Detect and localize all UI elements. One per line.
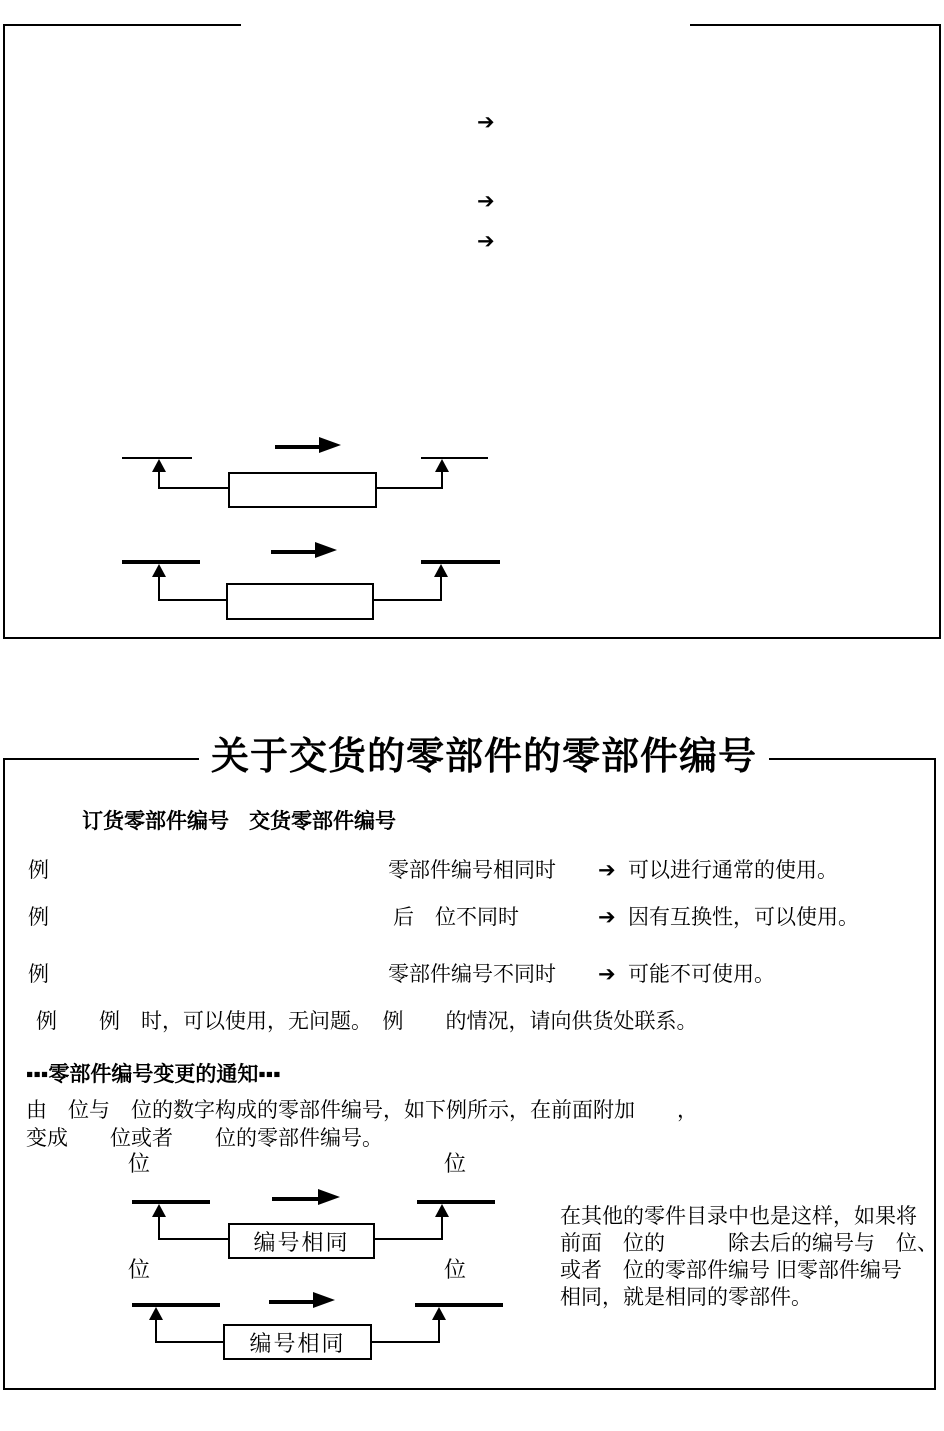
digits-label-new-upper: 位 [444, 1151, 467, 1176]
diagD-left-pointer-stem [155, 1318, 157, 1343]
diagA-label-box [228, 472, 377, 508]
diagB-right-pointer-icon [434, 564, 448, 577]
example-condition: 零部件编号不同时 [388, 963, 556, 986]
usage-summary-line: 例 例 时，可以使用，无问题。 例 的情况，请向供货处联系。 [36, 1010, 698, 1033]
diagC-change-arrow-shaft [272, 1197, 318, 1201]
diagC-same-number-box: 编号相同 [228, 1223, 375, 1259]
diagD-new-number-line [415, 1303, 503, 1307]
example-condition: 零部件编号相同时 [388, 859, 556, 882]
subheading [82, 809, 396, 834]
diagC-right-pointer-stem [441, 1215, 443, 1240]
diagA-right-pointer-icon [435, 459, 449, 472]
diagB-left-pointer-stem [158, 575, 160, 601]
digits-label-old-lower: 位 [128, 1257, 151, 1282]
diagA-new-number-line [421, 457, 488, 459]
diagB-right-pointer-stem [440, 575, 442, 601]
digits-label-new-lower: 位 [444, 1257, 467, 1282]
side-note [560, 1203, 940, 1311]
example-row-1 [0, 858, 944, 884]
arrow-right-icon: ➔ [477, 190, 495, 213]
digits-label-old-upper: 位 [128, 1151, 151, 1176]
diagD-change-arrow-head-icon [313, 1292, 335, 1308]
arrow-right-icon: ➔ [598, 906, 616, 929]
diagC-old-number-line [132, 1200, 210, 1204]
diagD-right-pointer-stem [438, 1318, 440, 1343]
example-result: 因有互换性，可以使用。 [628, 906, 859, 929]
diagB-change-arrow-head-icon [315, 542, 337, 558]
side-note-line: 或者 位的零部件编号 旧零部件编号 [560, 1259, 902, 1282]
diagD-old-number-line [132, 1303, 220, 1307]
arrow-right-icon: ➔ [598, 859, 616, 882]
diagD-right-connector [370, 1341, 440, 1343]
top-section-box [3, 24, 941, 639]
diagB-label-box [226, 583, 374, 620]
example-label: 例 [28, 859, 49, 882]
diagC-right-connector [373, 1238, 443, 1240]
diagC-new-number-line [417, 1200, 495, 1204]
diagA-right-connector [375, 487, 443, 489]
diagB-new-number-line [421, 560, 500, 564]
notice-heading: ▪▪▪零部件编号变更的通知▪▪▪ [26, 1063, 281, 1086]
side-note-line: 相同，就是相同的零部件。 [560, 1286, 812, 1309]
diagA-change-arrow-shaft [275, 445, 321, 449]
example-row-2 [0, 905, 944, 931]
diagC-change-arrow-head-icon [318, 1189, 340, 1205]
arrow-right-icon: ➔ [477, 111, 495, 134]
side-note-line: 在其他的零件目录中也是这样，如果将 [560, 1205, 917, 1228]
arrow-right-icon: ➔ [477, 230, 495, 253]
diagB-left-connector [158, 599, 228, 601]
example-result: 可以进行通常的使用。 [628, 859, 838, 882]
diagD-change-arrow-shaft [269, 1300, 315, 1304]
diagD-left-connector [155, 1341, 223, 1343]
example-result: 可能不可使用。 [628, 963, 775, 986]
diagA-left-connector [158, 487, 230, 489]
diagC-right-pointer-icon [435, 1204, 449, 1217]
notice-line-1: 由 位与 位的数字构成的零部件编号，如下例所示，在前面附加 ， [26, 1099, 698, 1122]
example-condition: 后 位不同时 [393, 906, 519, 929]
arrow-right-icon: ➔ [598, 963, 616, 986]
diagC-left-connector [158, 1238, 228, 1240]
side-note-line: 前面 位的 除去后的编号与 位、 [560, 1232, 938, 1255]
diagB-change-arrow-shaft [271, 550, 317, 554]
notice-line-2: 变成 位或者 位的零部件编号。 [26, 1127, 383, 1150]
section-title: 关于交货的零部件的零部件编号 [199, 735, 769, 779]
example-label: 例 [28, 906, 49, 929]
diagC-left-pointer-stem [158, 1215, 160, 1240]
example-label: 例 [28, 963, 49, 986]
example-row-3 [0, 962, 944, 988]
subheading-order-number: 订货零部件编号 [82, 810, 229, 833]
subheading-delivery-number: 交货零部件编号 [249, 810, 396, 833]
diagA-right-pointer-stem [441, 470, 443, 489]
diagB-right-connector [372, 599, 442, 601]
top-box-title-gap [241, 23, 690, 29]
diagA-change-arrow-head-icon [319, 437, 341, 453]
diagD-same-number-box: 编号相同 [223, 1324, 372, 1360]
diagD-right-pointer-icon [432, 1307, 446, 1320]
